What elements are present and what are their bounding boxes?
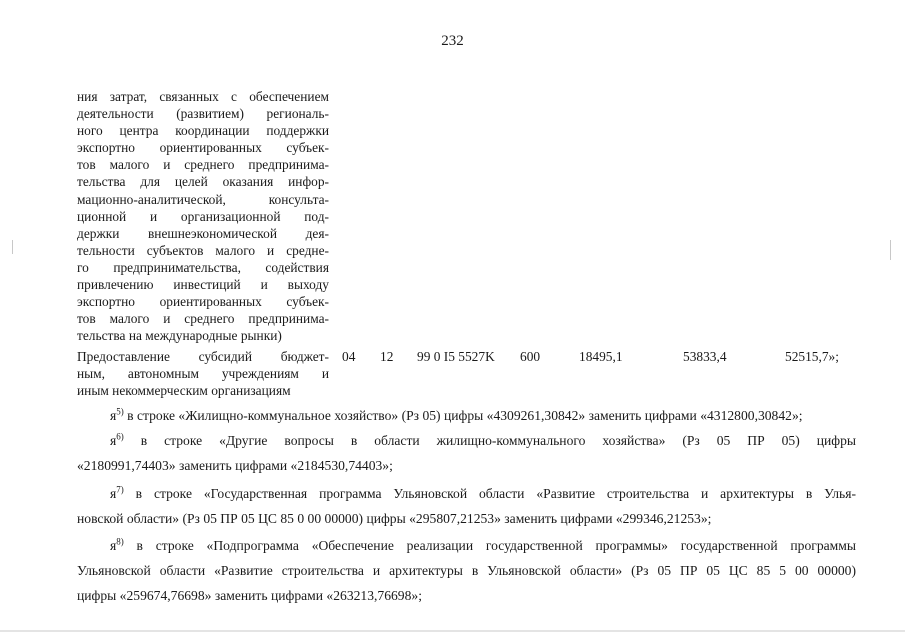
paragraph-line [77, 533, 856, 558]
text-line: тельности субъектов малого и средне- [77, 242, 329, 258]
paragraph-text: цифры «259674,76698» заменить цифрами «263213,76698»; [77, 588, 422, 603]
paragraph-text: новской области» (Рз 05 ПР 05 ЦС 85 0 00 00000) цифры «295807,21253» заменить цифрами «299346,21253»; [77, 511, 712, 526]
row-name-cell [77, 348, 329, 399]
text-line: мационно-аналитической, консульта- [77, 191, 329, 207]
paragraph-line [77, 453, 856, 478]
item-marker: я [110, 433, 117, 448]
item-marker-sup: 8) [116, 536, 124, 547]
text-line: экспортно ориентированных субъек- [77, 294, 329, 310]
paragraph-5 [77, 403, 856, 428]
text-line: тов малого и среднего предпринима- [77, 157, 329, 173]
row-sum-1: 18495,1 [579, 349, 623, 364]
paragraph-text: «2180991,74403» заменить цифрами «2184530,74403»; [77, 458, 393, 473]
row-cs: 99 0 I5 5527K [417, 349, 495, 364]
item-marker-sup: 6) [116, 431, 124, 442]
row-sum-2: 53833,4 [683, 349, 727, 364]
row-pr: 12 [380, 349, 394, 364]
scan-speck [12, 240, 13, 254]
text-line: деятельности (развитием) региональ- [77, 106, 329, 122]
paragraph-line [77, 403, 856, 428]
scan-speck [0, 630, 905, 632]
text-line: экспортно ориентированных субъек- [77, 140, 329, 156]
paragraph-text: в строке «Государственная программа Ульяновской области «Развитие строительства и архитектуры в Улья- [123, 486, 856, 501]
item-marker: я [110, 486, 117, 501]
scan-speck [890, 240, 891, 260]
row-rz: 04 [342, 349, 356, 364]
paragraph-8 [77, 533, 856, 608]
item-marker: я [110, 538, 117, 553]
paragraph-line [77, 583, 856, 608]
paragraph-line [77, 481, 856, 506]
text-line: Предоставление субсидий бюджет- [77, 349, 329, 364]
paragraph-text: Ульяновской области «Развитие строительства и архитектуры в Ульяновской области» (Рз 05 ПР 05 ЦС 85 5 00 00000) [77, 563, 856, 578]
row-vr: 600 [520, 349, 541, 364]
text-line: ционной и организационной под- [77, 208, 329, 224]
paragraph-line [77, 558, 856, 583]
page-number: 232 [441, 33, 464, 49]
text-line: тельства для целей оказания инфор- [77, 174, 329, 190]
paragraph-7 [77, 481, 856, 531]
paragraph-text: в строке «Жилищно-коммунальное хозяйство» (Рз 05) цифры «4309261,30842» заменить цифрами «4312800,30842»; [123, 408, 803, 423]
item-marker-sup: 7) [116, 484, 124, 495]
text-line: ным, автономным учреждениям и [77, 366, 329, 382]
paragraph-line [77, 506, 856, 531]
table-row-continuation [77, 88, 329, 344]
row-sum-3: 52515,7»; [785, 349, 839, 364]
item-marker-sup: 5) [116, 406, 124, 417]
text-line: ния затрат, связанных с обеспечением [77, 89, 329, 104]
text-line: держки внешнеэкономической дея- [77, 225, 329, 241]
item-marker: я [110, 408, 117, 423]
text-line: тельства на международные рынки) [77, 328, 282, 344]
text-line: иным некоммерческим организациям [77, 383, 291, 399]
paragraph-text: в строке «Подпрограмма «Обеспечение реализации государственной программы» государственной программы [123, 538, 856, 553]
text-line: го предпринимательства, содействия [77, 259, 329, 275]
paragraph-6 [77, 428, 856, 478]
text-line: тов малого и среднего предпринима- [77, 311, 329, 327]
paragraph-text: в строке «Другие вопросы в области жилищно-коммунального хозяйства» (Рз 05 ПР 05) цифры [123, 433, 856, 448]
text-line: привлечению инвестиций и выходу [77, 277, 329, 293]
text-line: ного центра координации поддержки [77, 123, 329, 139]
paragraph-line [77, 428, 856, 453]
